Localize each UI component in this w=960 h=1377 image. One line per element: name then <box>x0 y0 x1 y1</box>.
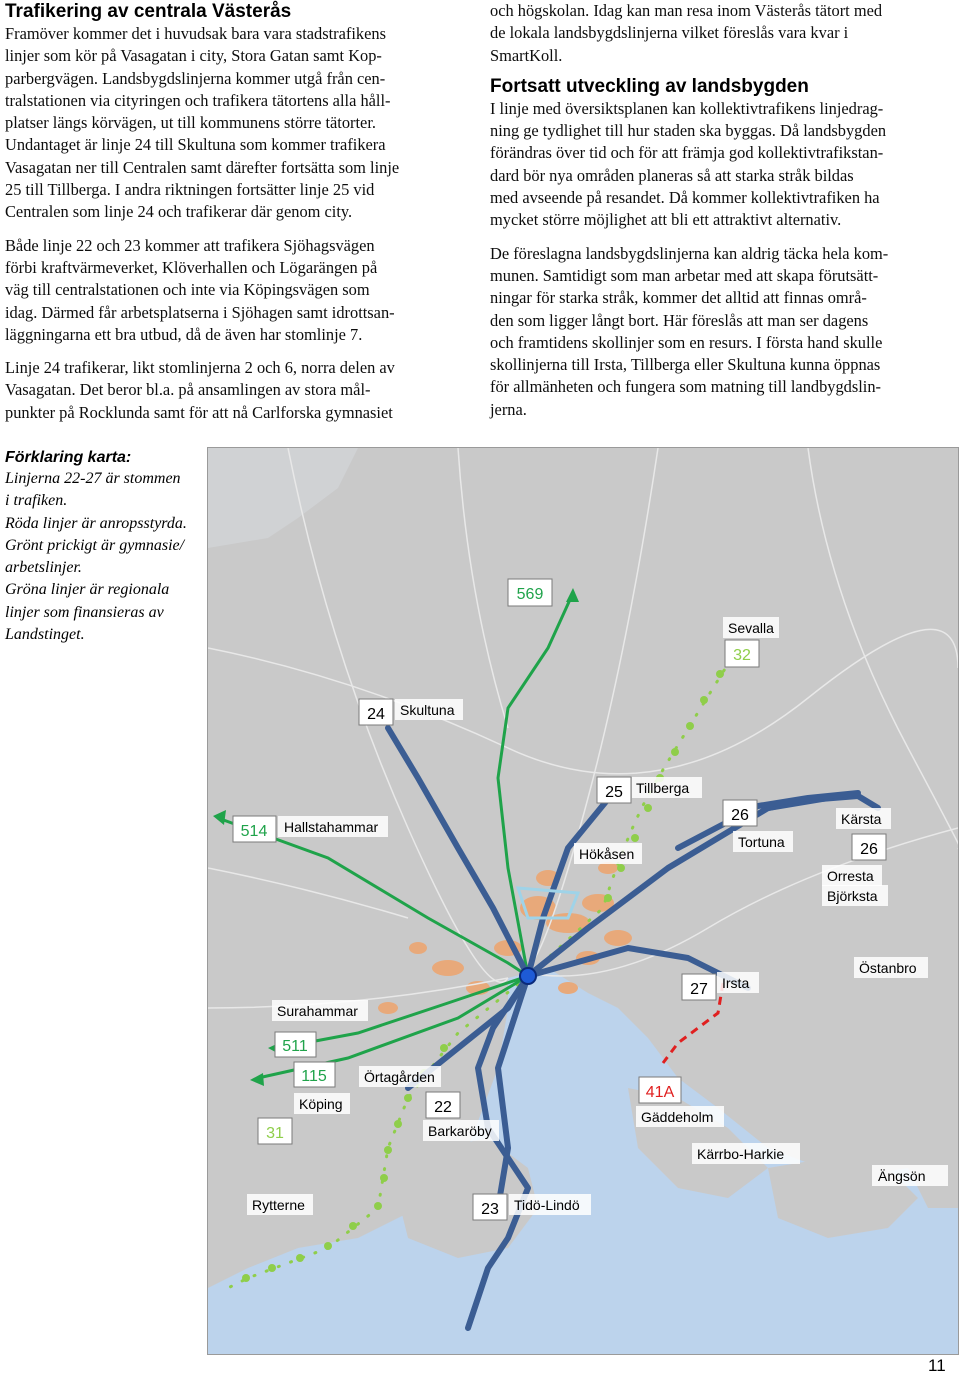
line-badge-115 <box>294 1062 335 1087</box>
line-number: 23 <box>481 1201 499 1218</box>
line-badge-514 <box>233 816 276 842</box>
line-badge-41a <box>639 1077 681 1103</box>
place-label-karrbo-harkie <box>692 1143 800 1164</box>
svg-text:Irsta: Irsta <box>722 975 750 991</box>
line-number: 115 <box>301 1068 327 1085</box>
place-label-orresta <box>822 865 882 886</box>
paragraph-4 <box>490 98 955 232</box>
place-label-koping <box>294 1093 350 1114</box>
place-label-tortuna <box>733 831 793 852</box>
text-line: SmartKoll. <box>490 45 563 65</box>
text-line: skollinjerna till Irsta, Tillberga eller Skultuna kunna öppnas <box>490 355 881 375</box>
place-label-ortagarden <box>359 1066 441 1087</box>
place-label-skultuna <box>395 699 463 720</box>
paragraph-5 <box>490 243 955 421</box>
legend-line: i trafiken. <box>5 492 68 510</box>
svg-text:Barkaröby: Barkaröby <box>428 1123 492 1139</box>
svg-text:Björksta: Björksta <box>827 888 878 904</box>
text-line: Undantaget är linje 24 till Skultuna som kommer trafikera <box>5 135 386 155</box>
line-number: 31 <box>266 1125 284 1142</box>
text-line: dard bör nya områden planeras så att starka stråk bildas <box>490 165 854 185</box>
legend-line: arbetslinjer. <box>5 559 82 577</box>
line-number: 24 <box>367 706 385 723</box>
text-line: för allmänheten och fungera som matning till landbygdslin- <box>490 377 882 397</box>
right-column <box>490 0 955 421</box>
line-number: 26 <box>731 807 749 824</box>
svg-text:Hallstahammar: Hallstahammar <box>284 819 379 835</box>
text-line: platser längs körvägen, ut till kommunens större tätorter. <box>5 113 376 133</box>
section-heading-countryside: Fortsatt utveckling av landsbygden <box>490 75 809 97</box>
transit-map <box>207 447 959 1355</box>
place-label-surahammar <box>272 1000 368 1021</box>
text-line: de lokala landsbygdslinjerna vilket föreslås vara kvar i <box>490 23 849 43</box>
svg-text:Gäddeholm: Gäddeholm <box>641 1109 714 1125</box>
legend-line: linjer som finansieras av <box>5 603 164 621</box>
line-badge-26-karsta <box>852 834 886 860</box>
line-badge-26-tortuna <box>723 800 757 826</box>
text-line: tralstationen via cityringen och trafikera tätortens alla håll- <box>5 90 391 110</box>
line-badge-32 <box>725 640 759 667</box>
place-label-ostanbro <box>854 957 928 978</box>
svg-text:Orresta: Orresta <box>827 868 874 884</box>
line-number: 25 <box>605 784 623 801</box>
text-line: och framtidens skollinjer som en resurs. I första hand skulle <box>490 332 883 352</box>
place-label-sevalla <box>723 617 779 638</box>
line-number: 41A <box>645 1084 675 1101</box>
legend-line: Linjerna 22-27 är stommen <box>5 470 181 487</box>
place-label-irsta <box>717 972 759 993</box>
svg-text:Rytterne: Rytterne <box>252 1197 305 1213</box>
text-line: förbi kraftvärmeverket, Klöverhallen och Lögarängen på <box>5 257 378 277</box>
text-line: idag. Därmed får arbetsplatserna i Sjöhagen samt idrottsan- <box>5 302 395 322</box>
text-line: munen. Samtidigt som man arbetar med att skapa förutsätt- <box>490 265 879 285</box>
line-number: 511 <box>282 1038 308 1055</box>
svg-text:Köping: Köping <box>299 1096 343 1112</box>
central-station-marker <box>520 968 536 984</box>
paragraph-2 <box>5 235 465 346</box>
left-column <box>5 0 465 424</box>
svg-text:Örtagården: Örtagården <box>364 1069 435 1085</box>
text-line: med avseende på resandet. Då kommer kollektivtrafiken ha <box>490 188 880 208</box>
text-line: Linje 24 trafikerar, likt stomlinjerna 2 och 6, norra delen av <box>5 358 395 378</box>
place-label-hallstahammar <box>278 816 388 837</box>
place-label-tillberga <box>632 777 702 798</box>
svg-text:Kärrbo-Harkie: Kärrbo-Harkie <box>697 1146 785 1162</box>
text-line: jerna. <box>490 399 527 419</box>
svg-text:Sevalla: Sevalla <box>728 620 774 636</box>
text-line: ningar för starka stråk, kommer det alltid att finnas områ- <box>490 288 867 308</box>
text-line: parbergvägen. Landsbygdslinjerna kommer utgå från cen- <box>5 68 386 88</box>
place-label-bjorksta <box>822 885 888 906</box>
text-line: linjer som kör på Vasagatan i city, Stora Gatan samt Kop- <box>5 46 382 66</box>
map-legend <box>5 448 200 646</box>
text-line: I linje med översiktsplanen kan kollektivtrafikens linjedrag- <box>490 98 884 118</box>
legend-line: Röda linjer är anropsstyrda. <box>5 514 187 532</box>
legend-text <box>5 468 200 646</box>
text-line: Vasagatan. Det beror bl.a. på ansamlingen av stora mål- <box>5 380 371 400</box>
text-line: De föreslagna landsbygdslinjerna kan aldrig täcka hela kom- <box>490 243 889 263</box>
line-badge-31 <box>258 1118 292 1144</box>
line-badge-27 <box>682 974 716 1000</box>
legend-line: Gröna linjer är regionala <box>5 581 170 599</box>
text-line: väg till centralstationen och inte via Köpingsvägen som <box>5 280 370 300</box>
text-line: punkter på Rocklunda samt för att nå Carlforska gymnasiet <box>5 402 393 422</box>
text-line: läggningarna ett bra utbud, då de även har stomlinje 7. <box>5 324 363 344</box>
line-number: 514 <box>240 823 268 840</box>
line-badge-25 <box>597 777 631 803</box>
place-label-karsta <box>836 808 891 829</box>
legend-line: Grönt prickigt är gymnasie/ <box>5 536 185 554</box>
text-line: Vasagatan ner till Centralen samt därefter fortsätta som linje <box>5 157 400 177</box>
line-number: 27 <box>690 981 708 998</box>
text-line: förändras över tid och för att främja god kollektivtrafikstan- <box>490 143 884 163</box>
place-label-hokasen <box>574 843 642 864</box>
text-line: Framöver kommer det i huvudsak bara vara stadstrafikens <box>5 24 386 43</box>
svg-text:Skultuna: Skultuna <box>400 702 455 718</box>
line-badge-23 <box>473 1194 507 1220</box>
line-badge-511 <box>275 1032 316 1057</box>
legend-line: Landstinget. <box>5 626 85 644</box>
svg-text:Ängsön: Ängsön <box>878 1168 926 1184</box>
svg-text:Tidö-Lindö: Tidö-Lindö <box>514 1197 580 1213</box>
paragraph-continued <box>490 0 955 67</box>
paragraph-3 <box>5 357 465 424</box>
svg-text:Tillberga: Tillberga <box>636 780 690 796</box>
text-line: 25 till Tillberga. I andra riktningen fortsätter linje 25 vid <box>5 180 375 200</box>
svg-text:Surahammar: Surahammar <box>277 1003 358 1019</box>
text-line: och högskolan. Idag kan man resa inom Västerås tätort med <box>490 1 883 20</box>
line-badge-24 <box>359 699 393 725</box>
svg-text:Hökåsen: Hökåsen <box>579 846 635 862</box>
map-canvas <box>208 448 958 1354</box>
line-badge-22 <box>426 1092 460 1118</box>
text-line: den som ligger långt bort. Här föreslås att man ser dagens <box>490 310 869 330</box>
svg-text:Tortuna: Tortuna <box>738 834 785 850</box>
line-number: 22 <box>434 1099 452 1116</box>
place-label-rytterne <box>247 1194 313 1215</box>
svg-text:Östanbro: Östanbro <box>859 960 917 976</box>
paragraph-1 <box>5 23 465 224</box>
place-label-tido-lindo <box>509 1194 591 1215</box>
text-line: Både linje 22 och 23 kommer att trafikera Sjöhagsvägen <box>5 235 375 255</box>
text-line: ning ge tydlighet till hur staden ska byggas. Då landsbygden <box>490 121 887 141</box>
place-label-angson <box>872 1165 948 1186</box>
place-label-gaddeholm <box>636 1106 724 1127</box>
line-number: 26 <box>860 841 878 858</box>
page-number: 11 <box>928 1356 946 1375</box>
line-number: 569 <box>516 586 544 603</box>
legend-title: Förklaring karta: <box>5 449 132 466</box>
text-line: mycket större möjlighet att bli ett attraktivt alternativ. <box>490 210 842 230</box>
svg-text:Kärsta: Kärsta <box>841 811 882 827</box>
section-heading-central: Trafikering av centrala Västerås <box>5 1 292 22</box>
text-line: Centralen som linje 24 och trafikerar där genom city. <box>5 202 353 222</box>
line-number: 32 <box>733 647 751 664</box>
place-label-barkaroby <box>423 1120 499 1141</box>
line-badge-569 <box>508 579 552 606</box>
